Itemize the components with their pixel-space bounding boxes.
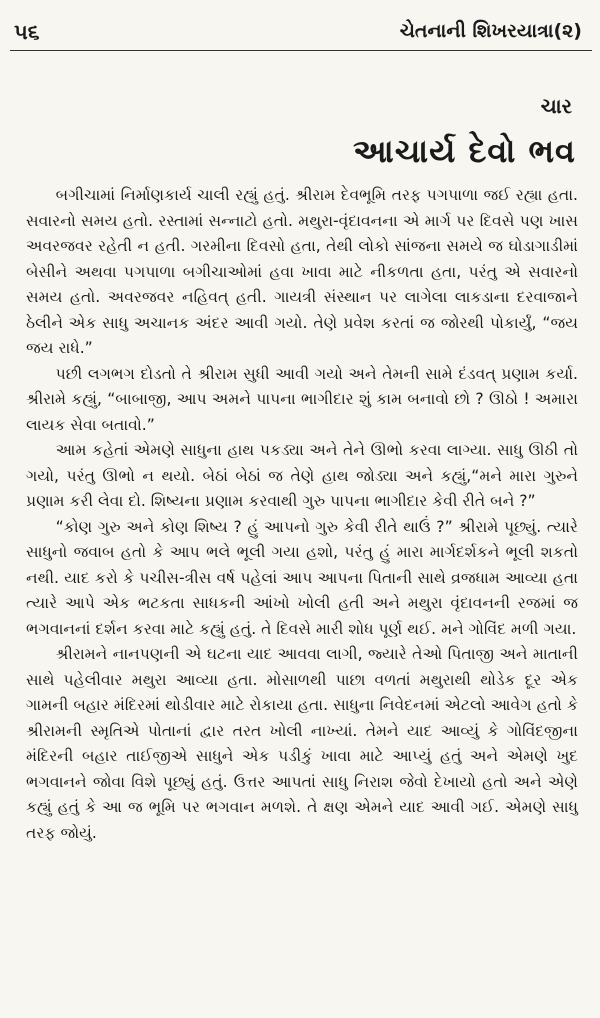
paragraph: બગીચામાં નિર્માણકાર્ય ચાલી રહ્યું હતું. શ્રીરામ દેવભૂમિ તરફ પગપાળા જઈ રહ્યા હતા. સવારનો સમય હતો. રસ્તામાં સન્નાટો હતો. મથુરા-વૃંદાવનના એ માર્ગ પર દિવસે પણ ખાસ અવરજવર રહેતી ન હતી. ગરમીના દિવસો હતા, તેથી લોકો સાંજના સમયે જ ઘોડાગાડીમાં બેસીને અથવા પગપાળા બગીચાઓમાં હવા ખાવા માટે નીકળતા હતા, પરંતુ એ સવારનો સમય હતો. અવરજવર નહિવત્ હતી. ગાયત્રી સંસ્થાન પર લાગેલા લાકડાના દરવાજાને ઠેલીને એક સાધુ અચાનક અંદર આવી ગયો. તેણે પ્રવેશ કરતાં જ જોરથી પોકાર્યું, “જય જય રાધે.” — [26, 186, 578, 357]
paragraph: પછી લગભગ દોડતો તે શ્રીરામ સુધી આવી ગયો અને તેમની સામે દંડવત્ પ્રણામ કર્યા. શ્રીરામે કહ્યું, “બાબાજી, આપ અમને પાપના ભાગીદાર શું કામ બનાવો છો ? ઊઠો ! અમારા લાયક સેવા બતાવો.” — [26, 364, 578, 434]
paragraph: શ્રીરામને નાનપણની એ ઘટના યાદ આવવા લાગી, જ્યારે તેઓ પિતાજી અને માતાની સાથે પહેલીવાર મથુરા આવ્યા હતા. મોસાળથી પાછા વળતાં મથુરાથી થોડેક દૂર એક ગામની બહાર મંદિરમાં થોડીવાર માટે રોકાયા હતા. સાધુના નિવેદનમાં એટલો આવેગ હતો કે શ્રીરામની સ્મૃતિએ પોતાનાં દ્વાર તરત ખોલી નાખ્યાં. તેમને યાદ આવ્યું કે ગોવિંદજીના મંદિરની બહાર તાઈજીએ સાધુને એક પડીકું ખાવા માટે આપ્યું હતું અને એમણે ખુદ ભગવાનને જોવા વિશે પૂછ્યું હતું. ઉત્તર આપતાં સાધુ નિરાશ જેવો દેખાયો હતો અને એણે કહ્યું હતું કે આ જ ભૂમિ પર ભગવાન મળશે. તે ક્ષણ એમને યાદ આવી ગઈ. એમણે સાધુ તરફ જોયું. — [26, 645, 578, 842]
header-rule — [10, 50, 592, 51]
page-number: ૫૬ — [14, 20, 40, 44]
chapter-title: આચાર્ય દેવો ભવ — [353, 132, 576, 170]
paragraph: “કોણ ગુરુ અને કોણ શિષ્ય ? હું આપનો ગુરુ કેવી રીતે થાઉં ?” શ્રીરામે પૂછ્યું. ત્યારે સાધુનો જવાબ હતો કે આપ ભલે ભૂલી ગયા હશો, પરંતુ હું મારા માર્ગદર્શકને ભૂલી શકતો નથી. યાદ કરો કે પચીસ-ત્રીસ વર્ષ પહેલાં આપ આપના પિતાની સાથે વ્રજધામ આવ્યા હતા ત્યારે આપે એક ભટકતા સાધકની આંખો ખોલી હતી અને મથુરા વૃંદાવનની રજમાં જ ભગવાનનાં દર્શન કરવા માટે કહ્યું હતું. તે દિવસે મારી શોધ પૂર્ણ થઈ. મને ગોવિંદ મળી ગયા. — [26, 517, 578, 638]
running-title: ચેતનાની શિખરયાત્રા(૨) — [399, 20, 582, 42]
paragraph: આમ કહેતાં એમણે સાધુના હાથ પકડ્યા અને તેને ઊભો કરવા લાગ્યા. સાધુ ઊઠી તો ગયો, પરંતુ ઊભો ન થયો. બેઠાં બેઠાં જ તેણે હાથ જોડ્યા અને કહ્યું,“મને મારા ગુરુને પ્રણામ કરી લેવા દો. શિષ્યના પ્રણામ કરવાથી ગુરુ પાપના ભાગીદાર કેવી રીતે બને ?” — [26, 441, 578, 510]
body-text — [26, 183, 578, 846]
page-header — [0, 0, 600, 52]
chapter-number: ચાર — [540, 94, 572, 118]
